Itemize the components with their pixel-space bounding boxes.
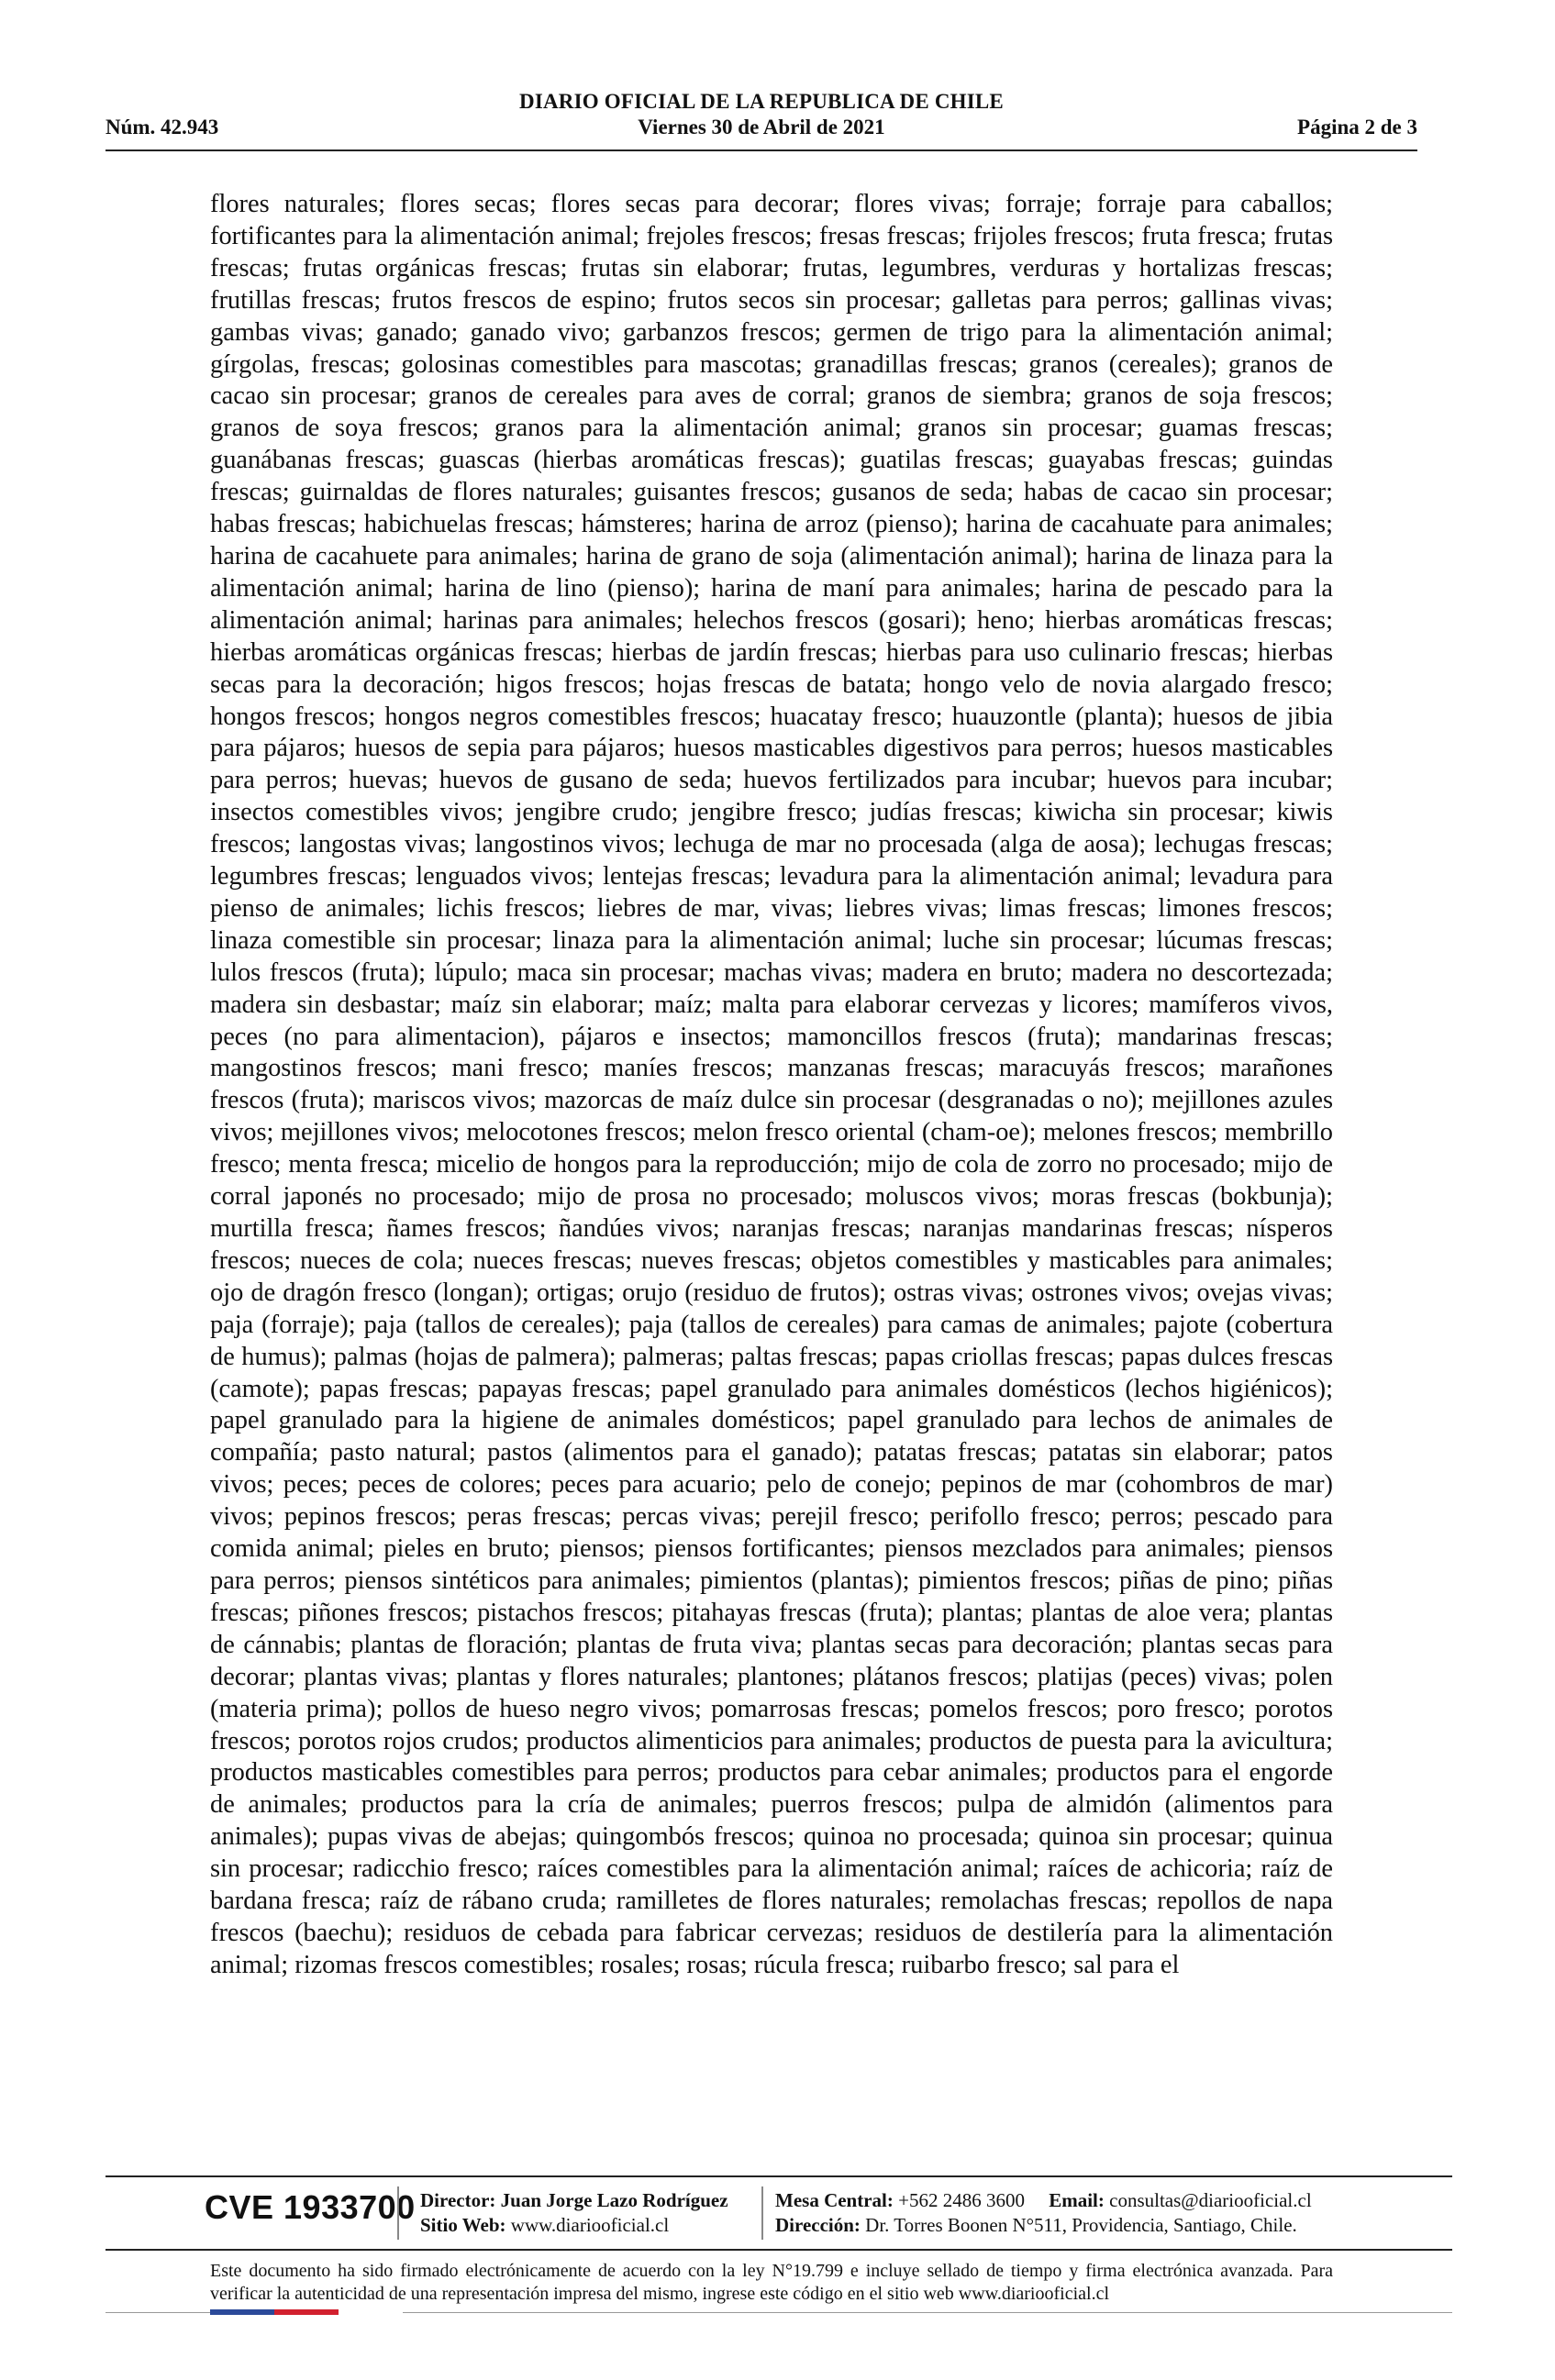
issue-number: Núm. 42.943 xyxy=(106,116,219,138)
flag-blue-segment xyxy=(210,2309,274,2315)
legal-notice: Este documento ha sido firmado electrónicamente de acuerdo con la ley N°19.799 e incluye sellado de tiempo y firma electrónica avanzada. Para verificar la autenticidad de una representación impresa del mismo, ingrese este código en el sitio web www.diariooficial.cl xyxy=(210,2261,1333,2304)
footer-divider-top xyxy=(106,2175,1452,2177)
site-line xyxy=(420,2213,728,2238)
header-divider xyxy=(106,149,1417,151)
phone-label: Mesa Central: xyxy=(775,2189,894,2211)
cve-code: CVE 1933700 xyxy=(205,2188,416,2226)
page-header xyxy=(106,90,1417,145)
flag-white-segment xyxy=(339,2309,403,2315)
address-value: Dr. Torres Boonen N°511, Providencia, Santiago, Chile. xyxy=(865,2214,1297,2236)
footer-director-column xyxy=(420,2188,728,2238)
site-link[interactable]: www.diariooficial.cl xyxy=(510,2214,670,2236)
header-info-row xyxy=(106,116,1417,141)
footer-contact-column xyxy=(775,2188,1312,2238)
address-label: Dirección: xyxy=(775,2214,861,2236)
director-label: Director: xyxy=(420,2189,496,2211)
issue-date: Viernes 30 de Abril de 2021 xyxy=(638,116,885,138)
flag-red-segment xyxy=(274,2309,339,2315)
footer-info xyxy=(106,2183,1452,2245)
site-label: Sitio Web: xyxy=(420,2214,506,2236)
publication-title: DIARIO OFICIAL DE LA REPUBLICA DE CHILE xyxy=(519,90,1004,113)
director-line xyxy=(420,2188,728,2213)
chile-flag-stripe xyxy=(210,2309,403,2315)
director-name: Juan Jorge Lazo Rodríguez xyxy=(500,2189,728,2211)
footer-divider-middle xyxy=(106,2249,1452,2251)
footer-separator xyxy=(761,2186,763,2240)
email-label: Email: xyxy=(1049,2189,1105,2211)
contact-line xyxy=(775,2188,1312,2213)
email-link[interactable]: consultas@diariooficial.cl xyxy=(1109,2189,1312,2211)
phone-value: +562 2486 3600 xyxy=(898,2189,1025,2211)
page-number: Página 2 de 3 xyxy=(1297,116,1417,138)
body-paragraph: flores naturales; flores secas; flores secas para decorar; flores vivas; forraje; forraje para caballos; fortificantes para la alimentación animal; frejoles frescos; fresas frescas; frijoles frescos; fruta fresca; frutas frescas; frutas orgánicas frescas; frutas sin elaborar; frutas, legumbres, verduras y hortalizas frescas; frutillas frescas; frutos frescos de espino; frutos secos sin procesar; galletas para perros; gallinas vivas; gambas vivas; ganado; ganado vivo; garbanzos frescos; germen de trigo para la alimentación animal; gírgolas, frescas; golosinas comestibles para mascotas; granadillas frescas; granos (cereales); granos de cacao sin procesar; granos de cereales para aves de corral; granos de siembra; granos de soja frescos; granos de soya frescos; granos para la alimentación animal; granos sin procesar; guamas frescas; guanábanas frescas; guascas (hierbas aromáticas frescas); guatilas frescas; guayabas frescas; guindas frescas; guirnaldas de flores naturales; guisantes frescos; gusanos de seda; habas de cacao sin procesar; habas frescas; habichuelas frescas; hámsteres; harina de arroz (pienso); harina de cacahuate para animales; harina de cacahuete para animales; harina de grano de soja (alimentación animal); harina de linaza para la alimentación animal; harina de lino (pienso); harina de maní para animales; harina de pescado para la alimentación animal; harinas para animales; helechos frescos (gosari); heno; hierbas aromáticas frescas; hierbas aromáticas orgánicas frescas; hierbas de jardín frescas; hierbas para uso culinario frescas; hierbas secas para la decoración; higos frescos; hojas frescas de batata; hongo velo de novia alargado fresco; hongos frescos; hongos negros comestibles frescos; huacatay fresco; huauzontle (planta); huesos de jibia para pájaros; huesos de sepia para pájaros; huesos masticables digestivos para perros; huesos masticables para perros; huevas; huevos de gusano de seda; huevos fertilizados para incubar; huevos para incubar; insectos comestibles vivos; jengibre crudo; jengibre fresco; judías frescas; kiwicha sin procesar; kiwis frescos; langostas vivas; langostinos vivos; lechuga de mar no procesada (alga de aosa); lechugas frescas; legumbres frescas; lenguados vivos; lentejas frescas; levadura para la alimentación animal; levadura para pienso de animales; lichis frescos; liebres de mar, vivas; liebres vivas; limas frescas; limones frescos; linaza comestible sin procesar; linaza para la alimentación animal; luche sin procesar; lúcumas frescas; lulos frescos (fruta); lúpulo; maca sin procesar; machas vivas; madera en bruto; madera no descortezada; madera sin desbastar; maíz sin elaborar; maíz; malta para elaborar cervezas y licores; mamíferos vivos, peces (no para alimentacion), pájaros e insectos; mamoncillos frescos (fruta); mandarinas frescas; mangostinos frescos; mani fresco; maníes frescos; manzanas frescas; maracuyás frescos; marañones frescos (fruta); mariscos vivos; mazorcas de maíz dulce sin procesar (desgranadas o no); mejillones azules vivos; mejillones vivos; melocotones frescos; melon fresco oriental (cham-oe); melones frescos; membrillo fresco; menta fresca; micelio de hongos para la reproducción; mijo de cola de zorro no procesado; mijo de corral japonés no procesado; mijo de prosa no procesado; moluscos vivos; moras frescas (bokbunja); murtilla fresca; ñames frescos; ñandúes vivos; naranjas frescas; naranjas mandarinas frescas; nísperos frescos; nueces de cola; nueces frescas; nueves frescas; objetos comestibles y masticables para animales; ojo de dragón fresco (longan); ortigas; orujo (residuo de frutos); ostras vivas; ostrones vivos; ovejas vivas; paja (forraje); paja (tallos de cereales); paja (tallos de cereales) para camas de animales; pajote (cobertura de humus); palmas (hojas de palmera); palmeras; paltas frescas; papas criollas frescas; papas dulces frescas (camote); papas frescas; papayas frescas; papel granulado para animales domésticos (lechos higiénicos); papel granulado para la higiene de animales domésticos; papel granulado para lechos de animales de compañía; pasto natural; pastos (alimentos para el ganado); patatas frescas; patatas sin elaborar; patos vivos; peces; peces de colores; peces para acuario; pelo de conejo; pepinos de mar (cohombros de mar) vivos; pepinos frescos; peras frescas; percas vivas; perejil fresco; perifollo fresco; perros; pescado para comida animal; pieles en bruto; piensos; piensos fortificantes; piensos mezclados para animales; piensos para perros; piensos sintéticos para animales; pimientos (plantas); pimientos frescos; piñas de pino; piñas frescas; piñones frescos; pistachos frescos; pitahayas frescas (fruta); plantas; plantas de aloe vera; plantas de cánnabis; plantas de floración; plantas de fruta viva; plantas secas para decoración; plantas secas para decorar; plantas vivas; plantas y flores naturales; plantones; plátanos frescos; platijas (peces) vivas; polen (materia prima); pollos de hueso negro vivos; pomarrosas frescas; pomelos frescos; poro fresco; porotos frescos; porotos rojos crudos; productos alimenticios para animales; productos de puesta para la avicultura; productos masticables comestibles para perros; productos para cebar animales; productos para el engorde de animales; productos para la cría de animales; puerros frescos; pulpa de almidón (alimentos para animales); pupas vivas de abejas; quingombós frescos; quinoa no procesada; quinoa sin procesar; quinua sin procesar; radicchio fresco; raíces comestibles para la alimentación animal; raíces de achicoria; raíz de bardana fresca; raíz de rábano cruda; ramilletes de flores naturales; remolachas frescas; repollos de napa frescos (baechu); residuos de cebada para fabricar cervezas; residuos de destilería para la alimentación animal; rizomas frescos comestibles; rosales; rosas; rúcula fresca; ruibarbo fresco; sal para el xyxy=(210,190,1333,1979)
footer-separator xyxy=(397,2186,399,2240)
address-line xyxy=(775,2213,1312,2238)
